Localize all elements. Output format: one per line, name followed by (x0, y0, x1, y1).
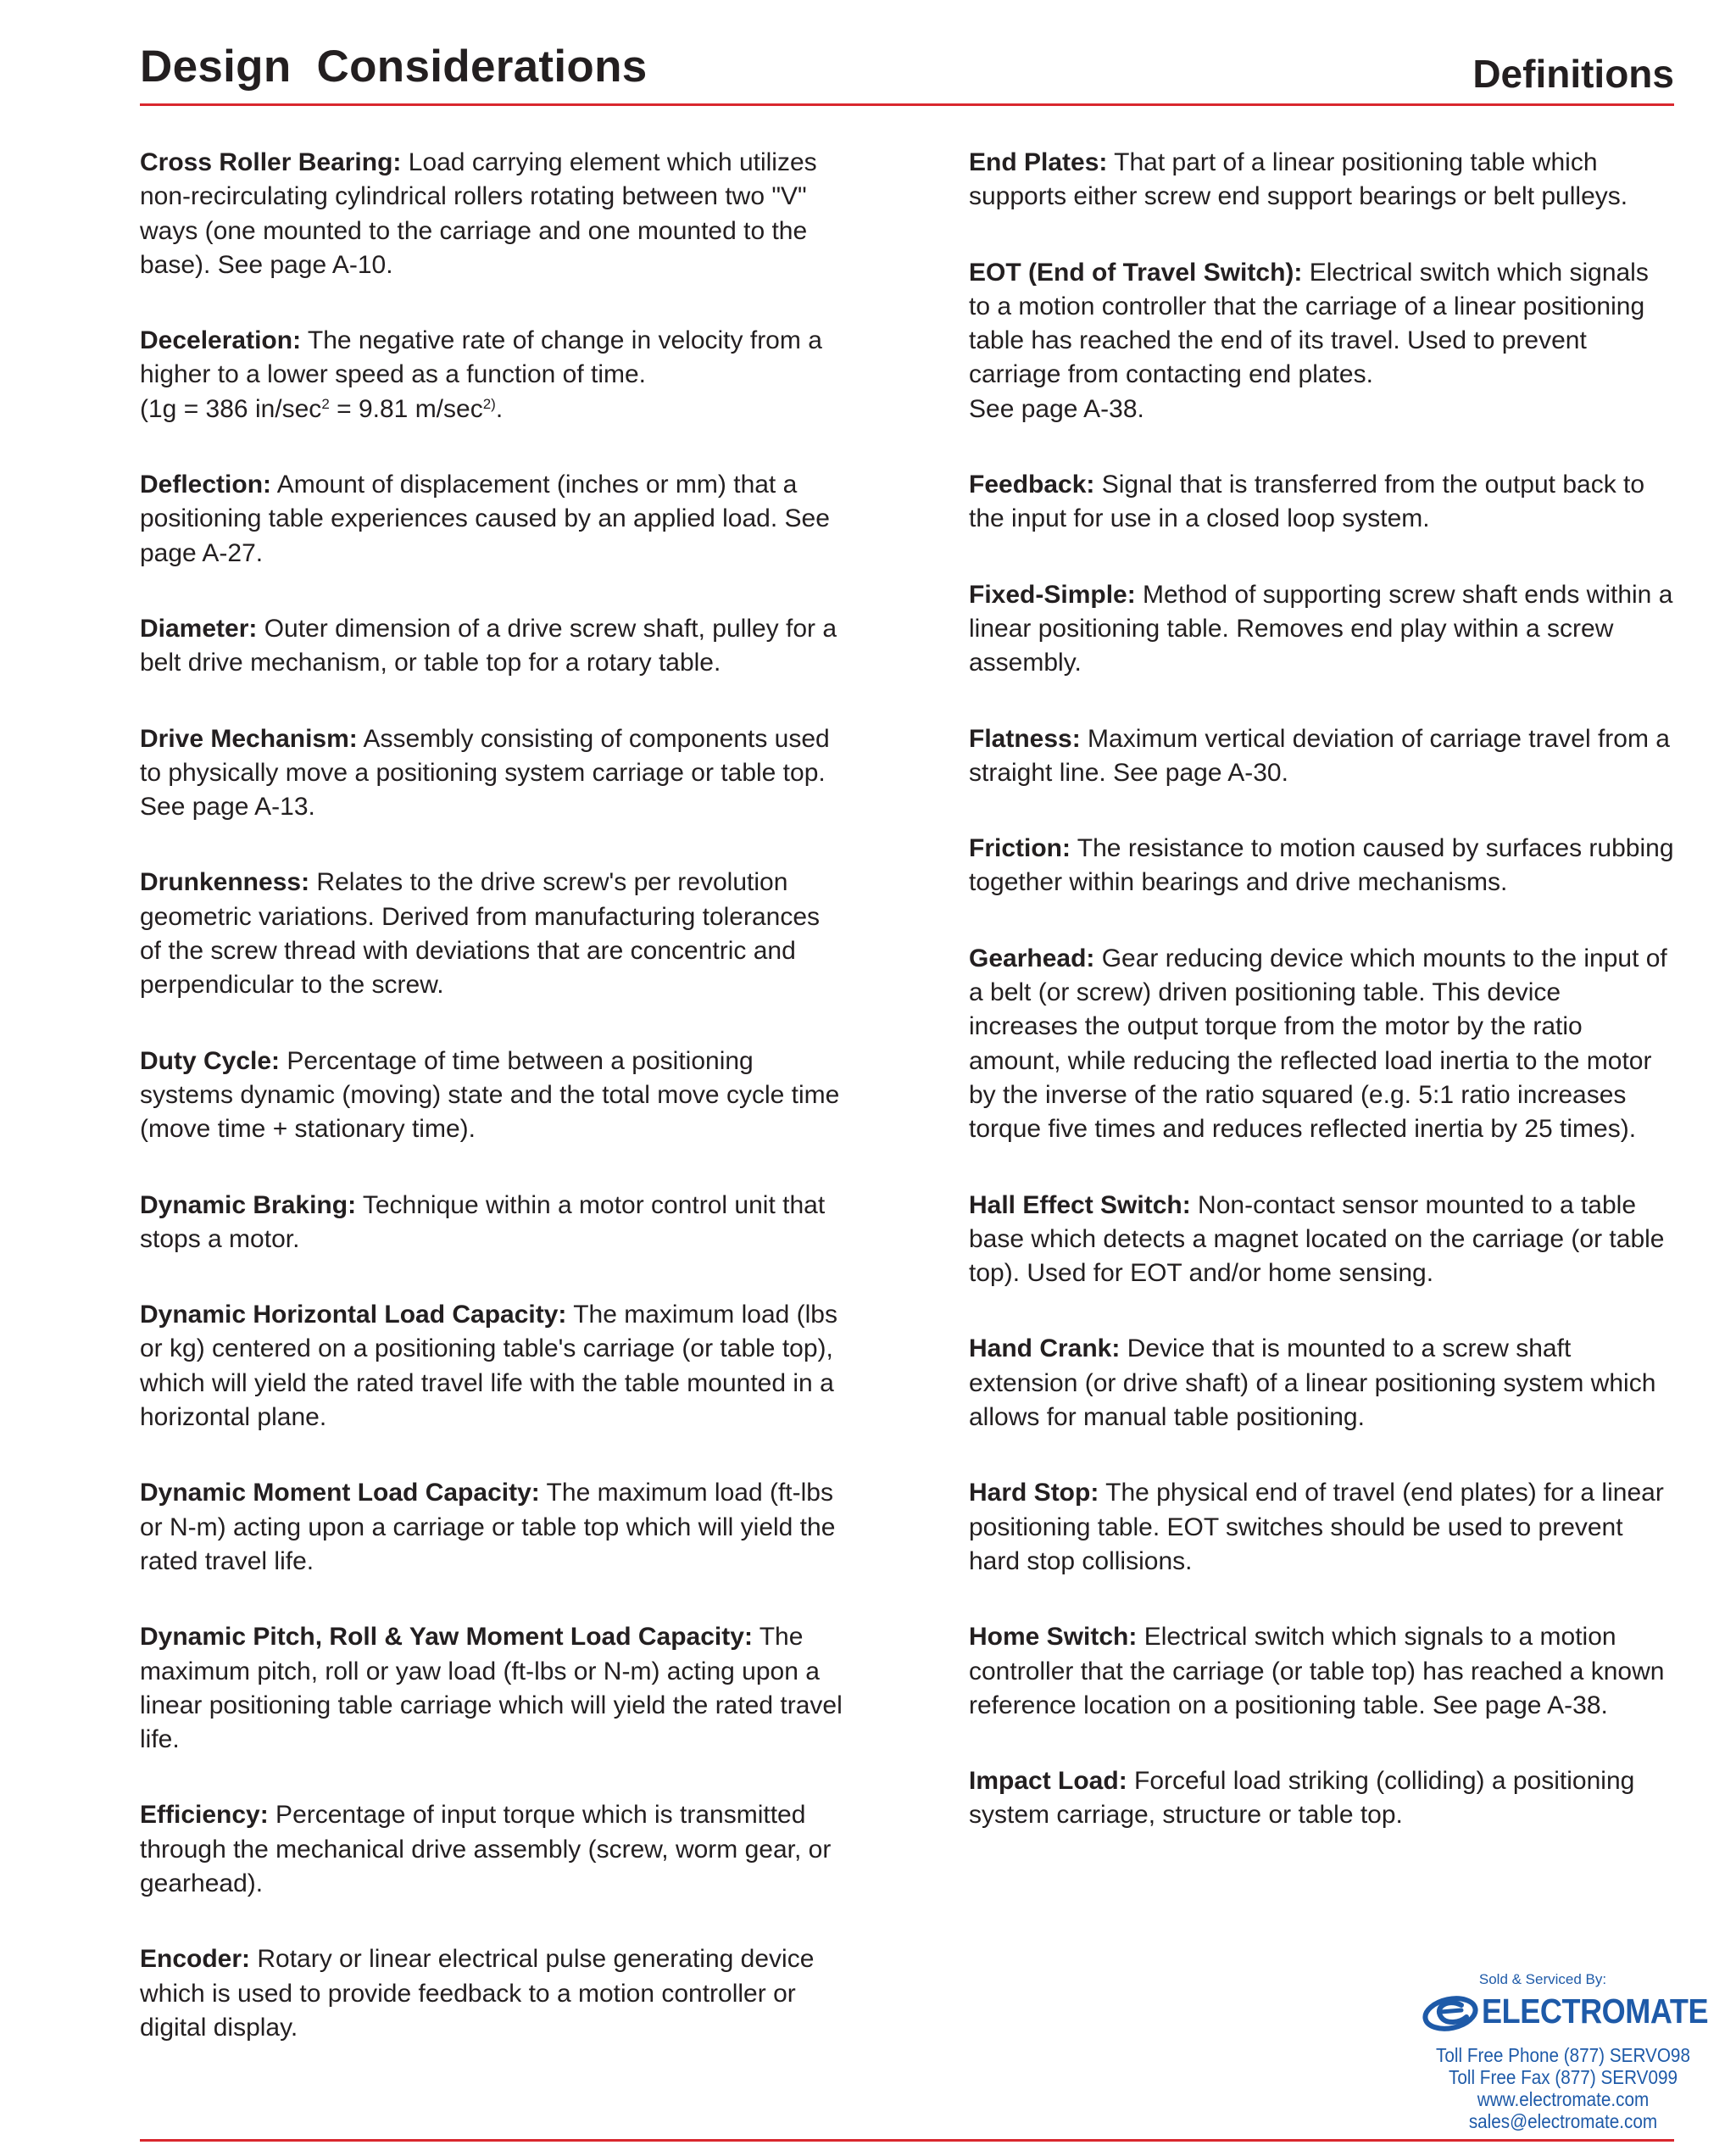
definition-text: Assembly consisting of components used to physically move a positioning system carriage or table top. See page A-13. (140, 724, 830, 822)
definition-text: Device that is mounted to a screw shaft extension (or drive shaft) of a linear positioning system which allows for manual table positioning. (969, 1334, 1656, 1432)
formula-part: = 9.81 m/sec (329, 394, 483, 423)
definition-text: The physical end of travel (end plates) for a linear positioning table. EOT switches should be used to prevent hard stop collisions. (969, 1479, 1664, 1575)
definition-text: Electrical switch which signals to a motion controller that the carriage (or table top) has reached a known reference location on a positioning table. See page A-38. (969, 1623, 1665, 1719)
definition-text: Technique within a motor control unit that stops a motor. (140, 1190, 826, 1253)
definition-term: Deflection: (140, 471, 272, 499)
definition-text: The negative rate of change in velocity from a higher to a lower speed as a function of time. (140, 326, 822, 389)
definition-text: Method of supporting screw shaft ends within a linear positioning table. Removes end play within a screw assembly. (969, 580, 1673, 677)
definition-text: The maximum load (lbs or kg) centered on a positioning table's carriage (or table top), which will yield the rated travel life with the table mounted in a horizontal plane. (140, 1301, 837, 1432)
definition-text: Rotary or linear electrical pulse generating device which is used to provide feedback to a motion controller or digital display. (140, 1945, 815, 2042)
website-link[interactable]: www.electromate.com (1477, 2088, 1650, 2110)
definition-text: Forceful load striking (colliding) a positioning system carriage, structure or table top. (969, 1767, 1635, 1830)
definition-term: Diameter: (140, 614, 258, 643)
definition-entry (969, 1332, 1674, 1435)
definition-text: That part of a linear positioning table which supports either screw end support bearings or belt pulleys. (969, 148, 1628, 211)
definitions-column-right (969, 146, 1674, 1875)
definition-term: Flatness: (969, 724, 1081, 753)
definition-text: Amount of displacement (inches or mm) that a positioning table experiences caused by an applied load. See page A-27. (140, 471, 830, 567)
definition-entry (140, 866, 848, 1002)
definition-entry (140, 468, 848, 571)
definition-entry (969, 832, 1674, 900)
definition-text: Maximum vertical deviation of carriage travel from a straight line. See page A-30. (969, 724, 1670, 787)
definition-term: Efficiency: (140, 1801, 269, 1830)
definition-entry (969, 578, 1674, 681)
definition-entry (140, 1942, 848, 2045)
definition-term: Home Switch: (969, 1623, 1138, 1652)
definition-text: Relates to the drive screw's per revolution geometric variations. Derived from manufacturing tolerances of the screw thread with deviations that are concentric and perpendicular to the screw. (140, 868, 821, 1000)
formula-part: (1g = 386 in/sec (140, 394, 322, 423)
toll-free-fax: Toll Free Fax (877) SERV099 (1449, 2066, 1678, 2088)
definition-entry (140, 1298, 848, 1435)
definition-entry (969, 1189, 1674, 1291)
sold-by-label: Sold & Serviced By: (1478, 1971, 1607, 1987)
definition-entry (969, 468, 1674, 537)
brand-name: ELECTROMATE (1482, 1992, 1709, 2031)
header-divider (140, 103, 1674, 106)
definition-entry (140, 1045, 848, 1147)
definition-entry (140, 722, 848, 825)
definition-text: The maximum pitch, roll or yaw load (ft-lbs or N-m) acting upon a linear positioning table carriage which will yield the rated travel life. (140, 1623, 843, 1754)
section-title: Definitions (1472, 52, 1674, 96)
definition-text: Signal that is transferred from the output back to the input for use in a closed loop system. (969, 471, 1645, 533)
electromate-logo (1416, 1992, 1711, 2036)
formula-superscript: 2) (482, 395, 496, 412)
definition-entry (140, 1476, 848, 1579)
definition-entry (140, 612, 848, 681)
electromate-e-logo-icon (1422, 1995, 1478, 2032)
formula-part: . (495, 394, 504, 423)
definition-entry (969, 942, 1674, 1147)
definition-text: Gear reducing device which mounts to the input of a belt (or screw) driven positioning table. This device increases the output torque from the motor by the ratio amount, while reducing the reflected load inertia to the motor by the inverse of the ratio squared (e.g. 5:1 ratio increases torque five times and reduces reflected inertia by 25 times). (969, 944, 1667, 1144)
definition-term: Gearhead: (969, 944, 1095, 972)
definition-entry (140, 1620, 848, 1757)
definition-reference: See page A-38. (969, 394, 1144, 423)
definition-entry (969, 256, 1674, 426)
definition-text: Load carrying element which utilizes non-recirculating cylindrical rollers rotating between two "V" ways (one mounted to the carriage and one mounted to the base). See page A-10. (140, 148, 817, 279)
definition-entry (969, 1476, 1674, 1579)
definition-term: Cross Roller Bearing: (140, 148, 402, 176)
definition-entry (140, 1798, 848, 1901)
formula-superscript: 2 (321, 395, 330, 412)
definition-text: Percentage of input torque which is transmitted through the mechanical drive assembly (screw, worm gear, or gearhead). (140, 1801, 832, 1897)
definition-term: Dynamic Braking: (140, 1190, 357, 1219)
definition-term: Encoder: (140, 1945, 251, 1974)
definition-term: Drunkenness: (140, 868, 310, 897)
definition-term: Duty Cycle: (140, 1046, 281, 1075)
page-title: Design Considerations (140, 42, 648, 92)
definition-term: Friction: (969, 834, 1071, 863)
definition-term: Drive Mechanism: (140, 724, 358, 753)
definition-term: Dynamic Horizontal Load Capacity: (140, 1301, 567, 1329)
definition-text: Percentage of time between a positioning systems dynamic (moving) state and the total move cycle time (move time + stationary time). (140, 1046, 840, 1144)
definition-term: Impact Load: (969, 1767, 1127, 1796)
definition-text: The resistance to motion caused by surfaces rubbing together within bearings and drive mechanisms. (969, 834, 1674, 897)
definitions-column-left (140, 146, 848, 2086)
definition-entry (140, 324, 848, 426)
definition-entry (969, 1764, 1674, 1833)
definition-term: Feedback: (969, 471, 1095, 499)
definition-term: Fixed-Simple: (969, 580, 1136, 609)
email-link[interactable]: sales@electromate.com (1468, 2110, 1658, 2132)
definition-entry (969, 1620, 1674, 1723)
definition-term: Dynamic Moment Load Capacity: (140, 1479, 540, 1507)
toll-free-phone: Toll Free Phone (877) SERVO98 (1436, 2044, 1690, 2066)
definition-term: EOT (End of Travel Switch): (969, 258, 1303, 287)
footer-divider (140, 2139, 1674, 2142)
definition-entry (140, 146, 848, 282)
definition-term: Hall Effect Switch: (969, 1190, 1191, 1219)
definition-term: Deceleration: (140, 326, 302, 355)
definition-term: Dynamic Pitch, Roll & Yaw Moment Load Capacity: (140, 1623, 753, 1652)
definition-text: The maximum load (ft-lbs or N-m) acting upon a carriage or table top which will yield the rated travel life. (140, 1479, 836, 1575)
definition-entry (140, 1189, 848, 1257)
definition-term: End Plates: (969, 148, 1108, 176)
definition-entry (969, 722, 1674, 791)
page-header (140, 41, 1674, 105)
definition-term: Hand Crank: (969, 1334, 1121, 1363)
definition-text: Electrical switch which signals to a motion controller that the carriage of a linear positioning table has reached the end of its travel. Used to prevent carriage from contacting end plates. (969, 258, 1649, 389)
definition-entry (969, 146, 1674, 214)
definition-term: Hard Stop: (969, 1479, 1099, 1507)
definition-text: Outer dimension of a drive screw shaft, pulley for a belt drive mechanism, or table top for a rotary table. (140, 614, 837, 677)
definition-text: Non-contact sensor mounted to a table base which detects a magnet located on the carriage (or table top). Used for EOT and/or home sensing. (969, 1190, 1665, 1288)
